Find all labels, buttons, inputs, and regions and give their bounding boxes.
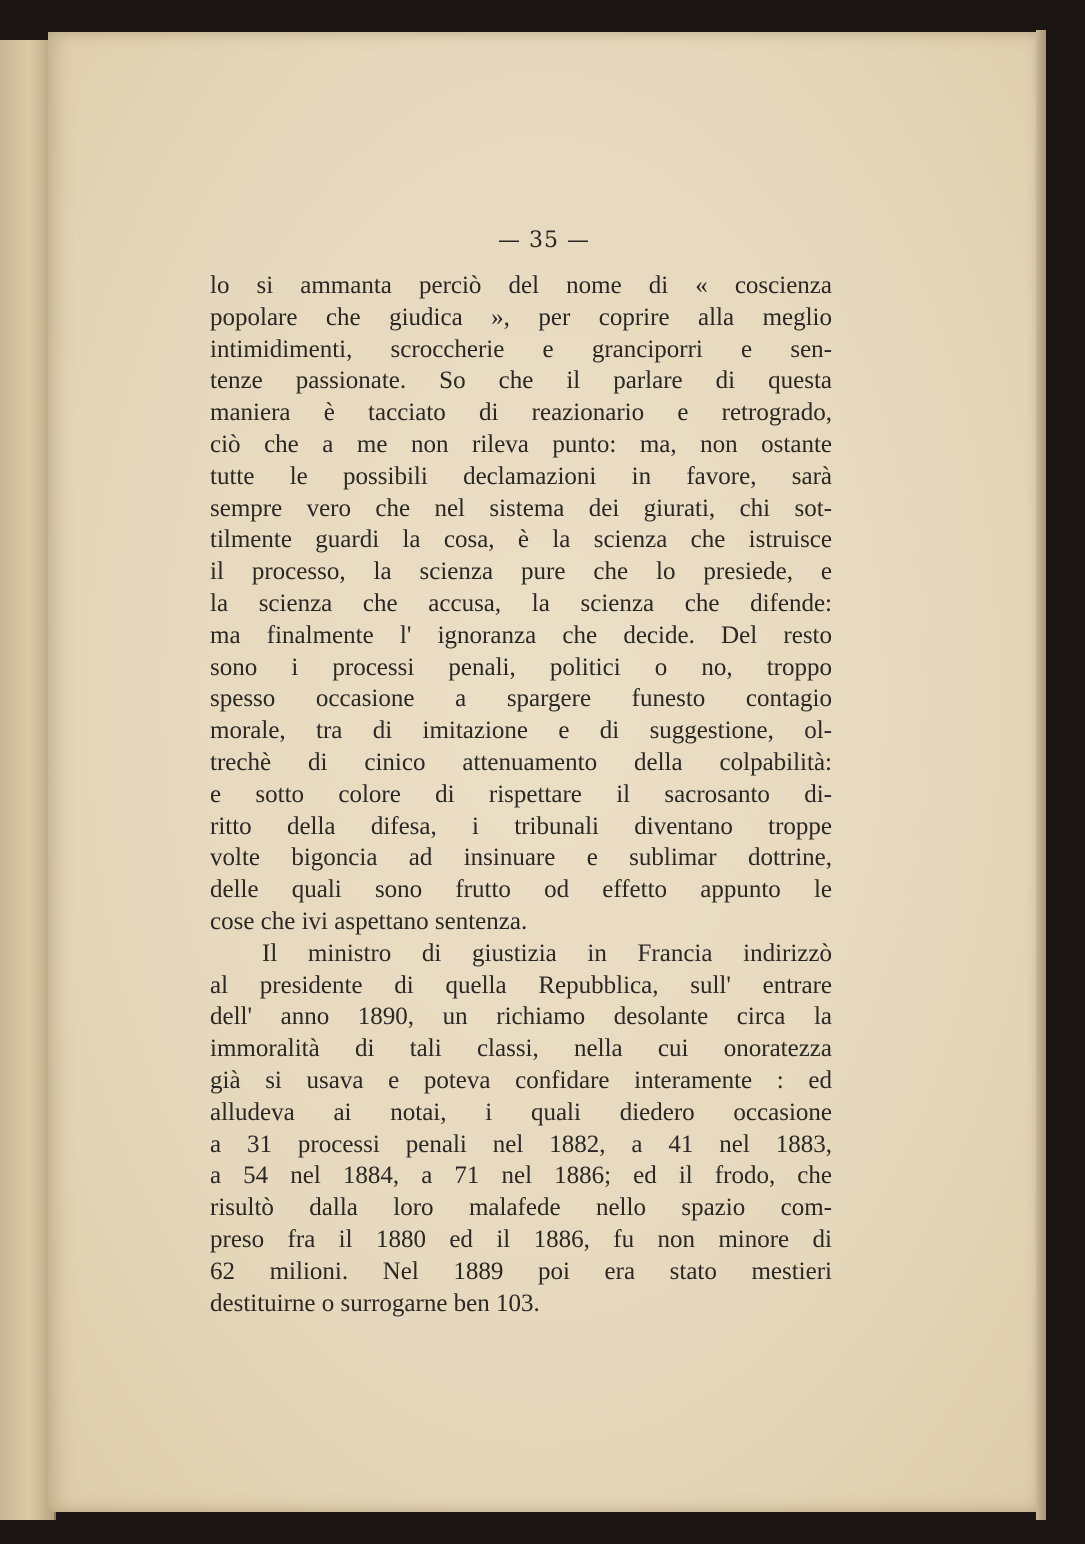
text-line: la scienza che accusa, la scienza che difende: <box>210 589 832 617</box>
body-text <box>210 270 832 1319</box>
text-line: delle quali sono frutto od effetto appunto le <box>210 876 832 904</box>
text-line: dell' anno 1890, un richiamo desolante circa la <box>210 1003 832 1031</box>
text-line: volte bigoncia ad insinuare e sublimar dottrine, <box>210 844 832 872</box>
text-line: al presidente di quella Repubblica, sull' entrare <box>210 971 832 999</box>
text-line: cose che ivi aspettano sentenza. <box>210 907 528 935</box>
text-line: risultò dalla loro malafede nello spazio com- <box>210 1194 832 1222</box>
text-line: a 54 nel 1884, a 71 nel 1886; ed il frodo, che <box>210 1162 832 1190</box>
text-line: immoralità di tali classi, nella cui onoratezza <box>210 1035 832 1063</box>
text-line: tilmente guardi la cosa, è la scienza che istruisce <box>210 526 832 554</box>
text-line: trechè di cinico attenuamento della colpabilità: <box>210 748 832 776</box>
text-line: ciò che a me non rileva punto: ma, non ostante <box>210 430 832 458</box>
page-edge-shadow <box>1036 30 1046 1520</box>
text-line: Il ministro di giustizia in Francia indirizzò <box>262 939 832 967</box>
text-line: tenze passionate. So che il parlare di questa <box>210 367 832 395</box>
text-line: popolare che giudica », per coprire alla meglio <box>210 303 832 331</box>
text-line: preso fra il 1880 ed il 1886, fu non minore di <box>210 1225 832 1253</box>
text-line: spesso occasione a spargere funesto contagio <box>210 685 832 713</box>
text-line: intimidimenti, scroccherie e granciporri e sen- <box>210 335 832 363</box>
text-line: alludeva ai notai, i quali diedero occasione <box>210 1098 832 1126</box>
text-line: e sotto colore di rispettare il sacrosanto di- <box>210 780 832 808</box>
text-line: destituirne o surrogarne ben 103. <box>210 1289 540 1317</box>
text-line: ma finalmente l' ignoranza che decide. Del resto <box>210 621 832 649</box>
text-line: già si usava e poteva confidare interamente : ed <box>210 1066 832 1094</box>
page-number: — 35 — <box>498 228 590 253</box>
text-line: a 31 processi penali nel 1882, a 41 nel 1883, <box>210 1130 832 1158</box>
text-line: morale, tra di imitazione e di suggestione, ol- <box>210 717 832 745</box>
text-line: maniera è tacciato di reazionario e retrogrado, <box>210 399 832 427</box>
text-line: ritto della difesa, i tribunali diventano troppe <box>210 812 832 840</box>
text-line: 62 milioni. Nel 1889 poi era stato mestieri <box>210 1257 832 1285</box>
book-page <box>48 32 1040 1512</box>
text-line: sono i processi penali, politici o no, troppo <box>210 653 832 681</box>
text-line: sempre vero che nel sistema dei giurati, chi sot- <box>210 494 832 522</box>
text-line: tutte le possibili declamazioni in favore, sarà <box>210 462 832 490</box>
text-line: lo si ammanta perciò del nome di « coscienza <box>210 272 832 299</box>
text-line: il processo, la scienza pure che lo presiede, e <box>210 558 832 586</box>
